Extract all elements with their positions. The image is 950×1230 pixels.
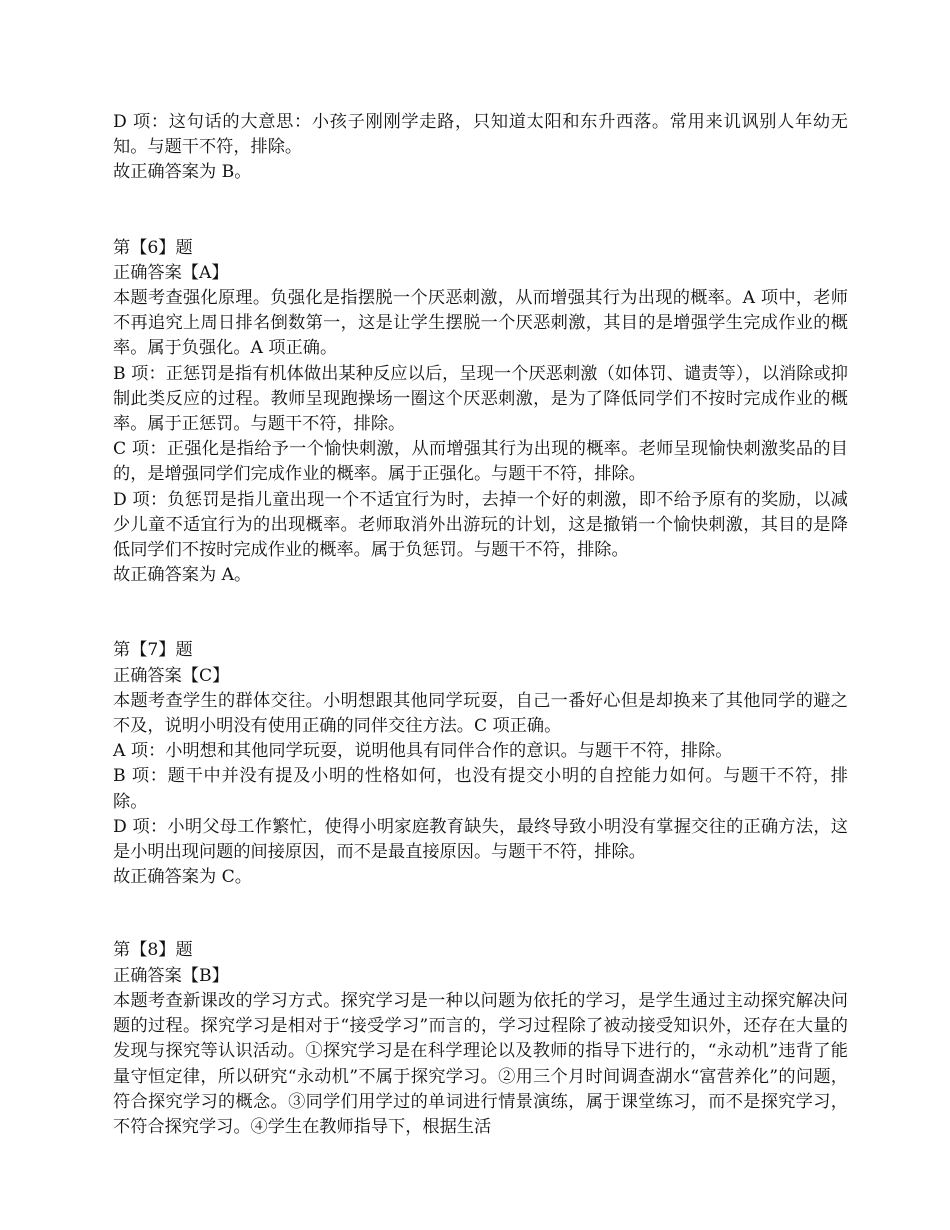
question-8: [113, 938, 848, 1140]
answer-conclusion: 故正确答案为 A。: [113, 565, 252, 586]
question-heading: 第【6】题: [113, 237, 193, 258]
section-spacer: [113, 186, 848, 236]
option-d-explanation: D 项：负惩罚是指儿童出现一个不适宜行为时，去掉一个好的刺激，即不给予原有的奖励，以减少儿童不适宜行为的出现概率。老师取消外出游玩的计划，这是撤销一个愉快刺激，其目的是降低同学们不按时完成作业的概率。属于负惩罚。与题干不符，排除。: [113, 489, 848, 561]
question-heading: 第【8】题: [113, 940, 193, 961]
section-spacer: [113, 890, 848, 938]
explanation-paragraph: 本题考查强化原理。负强化是指摆脱一个厌恶刺激，从而增强其行为出现的概率。A 项中，老师不再追究上周日排名倒数第一，这是让学生摆脱一个厌恶刺激，其目的是增强学生完成作业的概率。属于负强化。A 项正确。: [113, 288, 848, 359]
section-spacer: [113, 588, 848, 638]
option-c-explanation: C 项：正强化是指给予一个愉快刺激，从而增强其行为出现的概率。老师呈现愉快刺激奖品的目的，是增强同学们完成作业的概率。属于正强化。与题干不符，排除。: [113, 439, 848, 485]
explanation-paragraph: 本题考查新课改的学习方式。探究学习是一种以问题为依托的学习，是学生通过主动探究解决问题的过程。探究学习是相对于“接受学习”而言的，学习过程除了被动接受知识外，还存在大量的发现与探究等认识活动。①探究学习是在科学理论以及教师的指导下进行的，“永动机”违背了能量守恒定律，所以研究“永动机”不属于探究学习。②用三个月时间调查湖水“富营养化”的问题，符合探究学习的概念。③同学们用学过的单词进行情景演练，属于课堂练习，而不是探究学习，不符合探究学习。④学生在教师指导下，根据生活: [113, 990, 848, 1137]
option-d-explanation: D 项：小明父母工作繁忙，使得小明家庭教育缺失，最终导致小明没有掌握交往的正确方法，这是小明出现问题的间接原因，而不是最直接原因。与题干不符，排除。: [113, 816, 848, 863]
document-page: [113, 110, 848, 1140]
correct-answer: 正确答案【C】: [113, 665, 230, 686]
option-a-explanation: A 项：小明想和其他同学玩耍，说明他具有同伴合作的意识。与题干不符，排除。: [113, 741, 733, 762]
option-b-explanation: B 项：题干中并没有提及小明的性格如何，也没有提交小明的自控能力如何。与题干不符，排除。: [113, 766, 848, 812]
correct-answer: 正确答案【A】: [113, 262, 229, 283]
intro-line: D 项：这句话的大意思：小孩子刚刚学走路，只知道太阳和东升西落。常用来讥讽别人年幼无知。与题干不符，排除。: [113, 112, 848, 158]
question-7: [113, 638, 848, 890]
correct-answer: 正确答案【B】: [113, 965, 229, 986]
question-6: [113, 236, 848, 589]
intro-conclusion: 故正确答案为 B。: [113, 162, 252, 183]
question-heading: 第【7】题: [113, 640, 193, 661]
answer-conclusion: 故正确答案为 C。: [113, 867, 252, 888]
option-b-explanation: B 项：正惩罚是指有机体做出某种反应以后，呈现一个厌恶刺激（如体罚、谴责等），以消除或抑制此类反应的过程。教师呈现跑操场一圈这个厌恶刺激，是为了降低同学们不按时完成作业的概率。属于正惩罚。与题干不符，排除。: [113, 363, 848, 435]
explanation-paragraph: 本题考查学生的群体交往。小明想跟其他同学玩耍，自己一番好心但是却换来了其他同学的避之不及，说明小明没有使用正确的同伴交往方法。C 项正确。: [113, 690, 848, 737]
